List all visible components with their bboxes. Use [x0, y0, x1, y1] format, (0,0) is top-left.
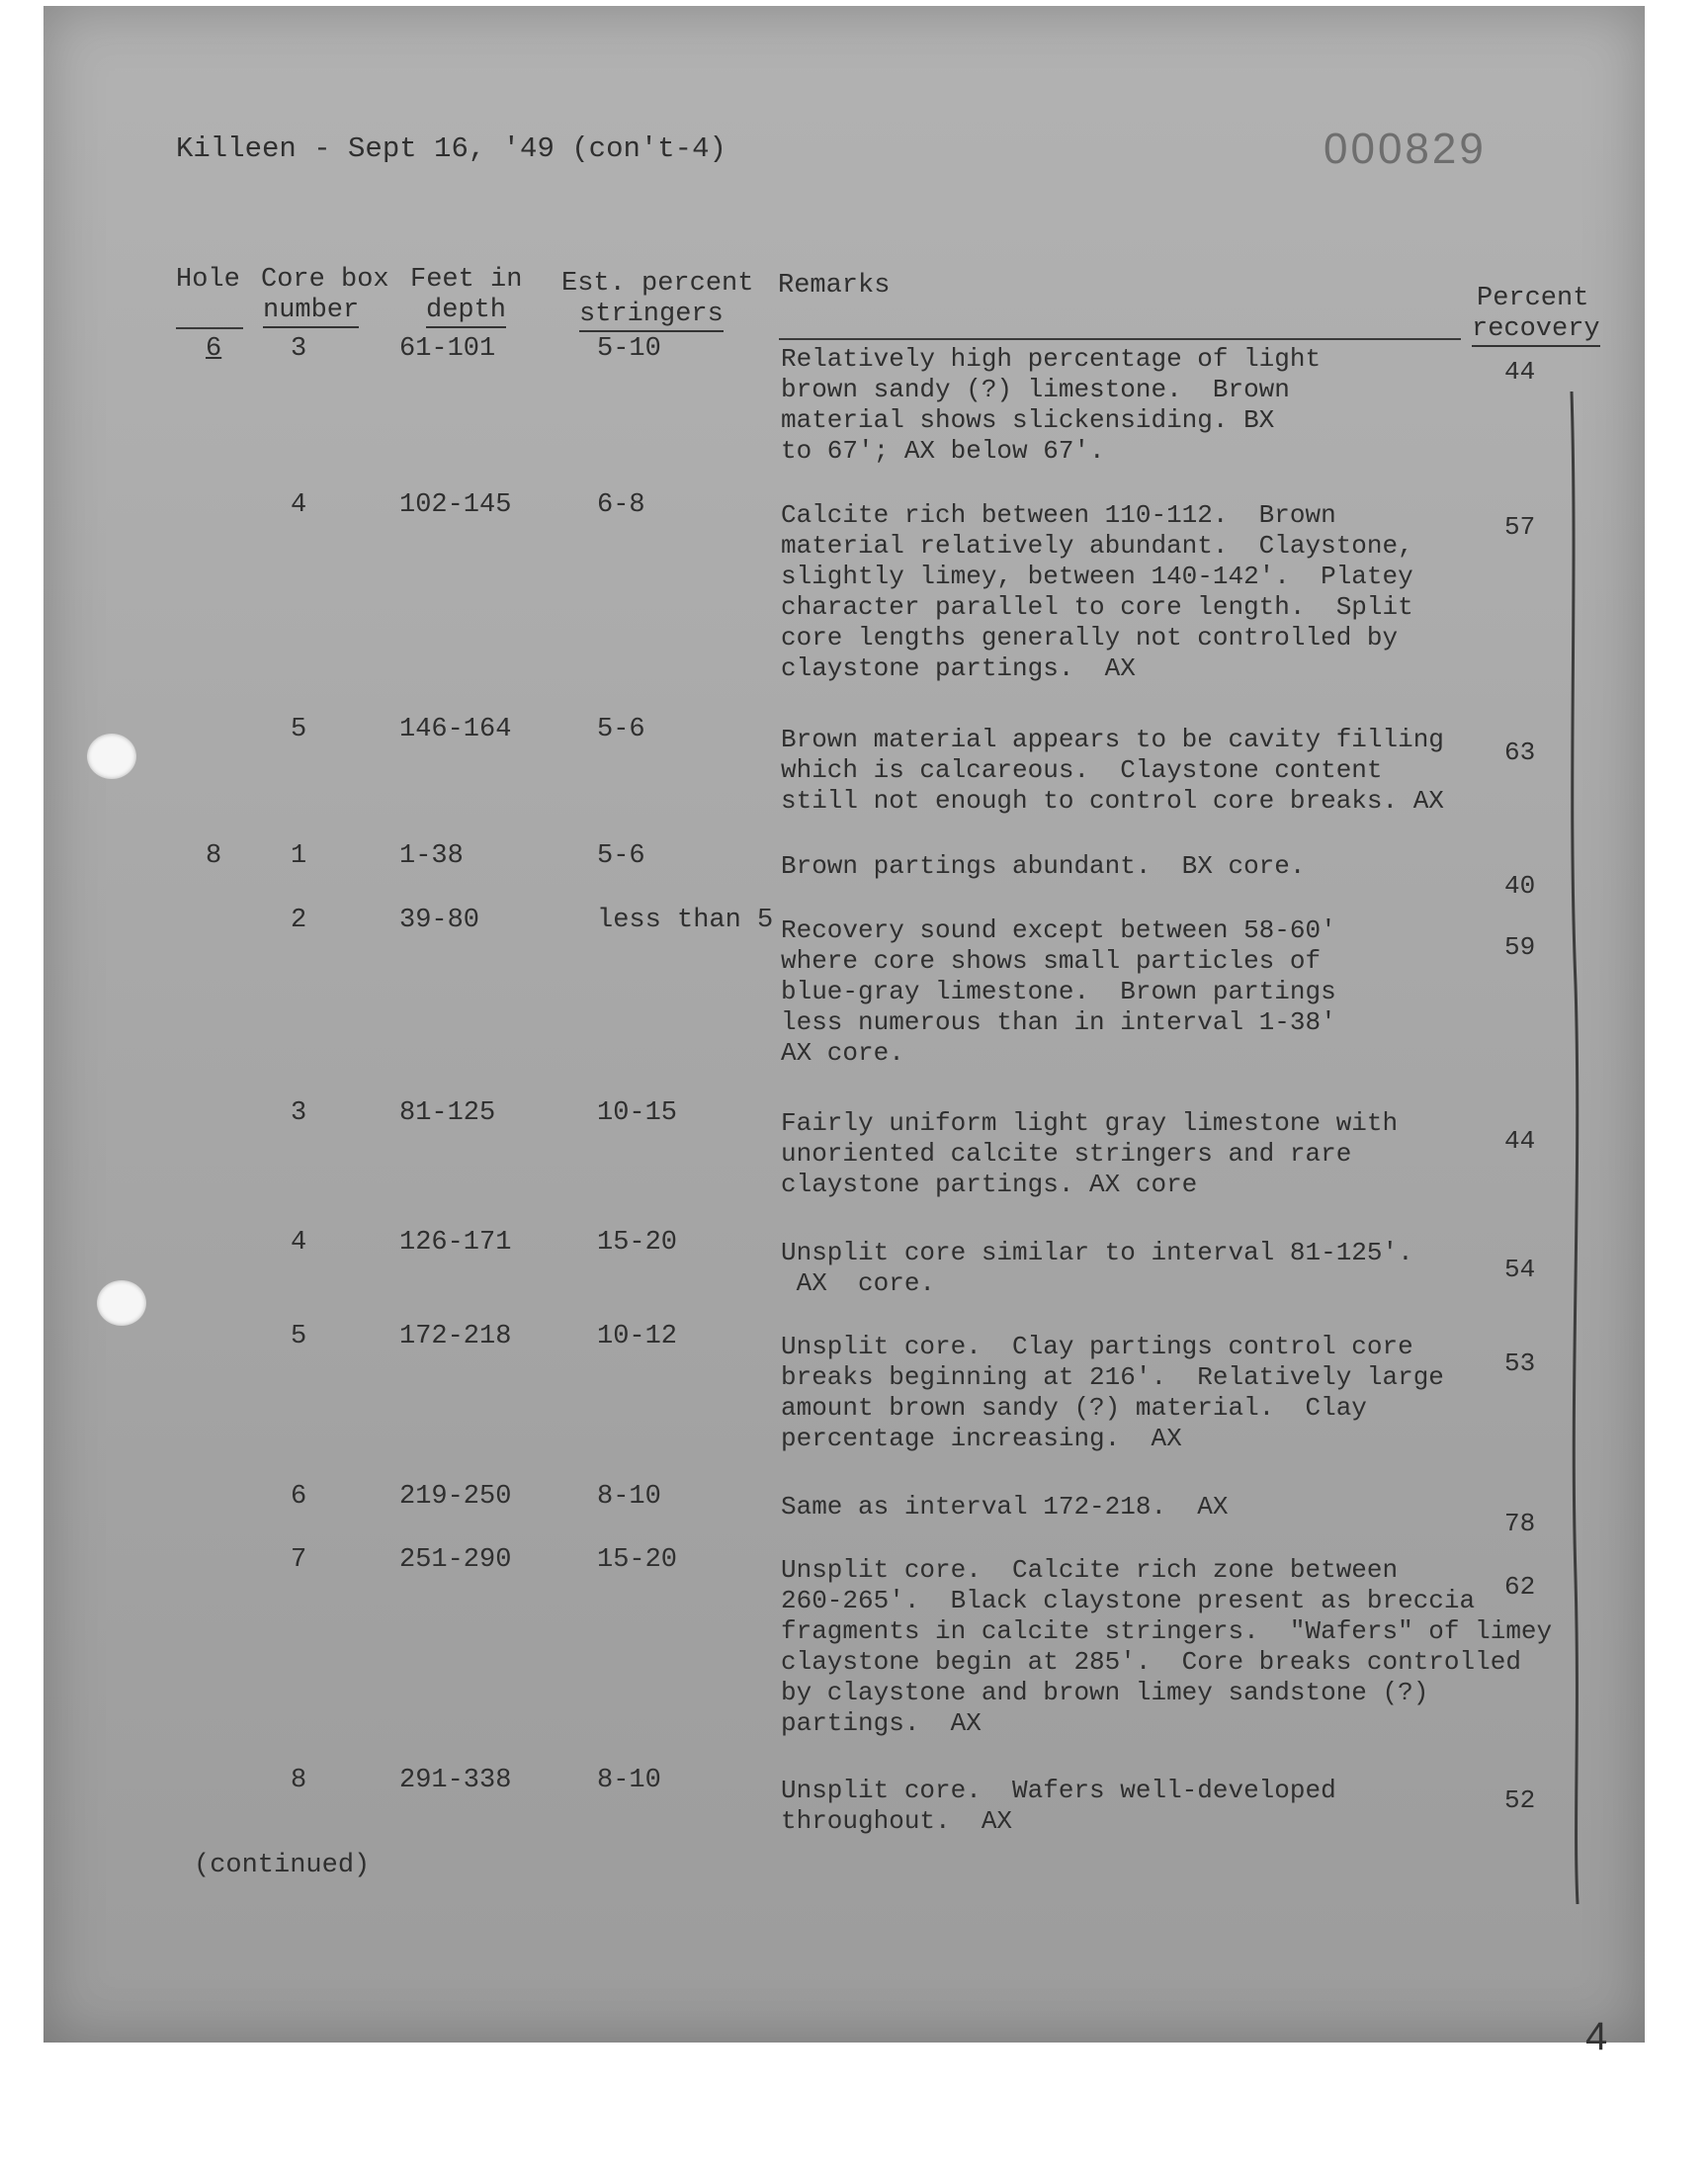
remark-line: Calcite rich between 110-112. Brown [781, 500, 1336, 530]
cell-stringers: 5-6 [597, 715, 645, 744]
cell-depth: 39-80 [399, 906, 480, 935]
cell-percent-recovery: 40 [1504, 871, 1536, 901]
cell-depth: 102-145 [399, 490, 512, 520]
cell-core-box: 3 [291, 1098, 307, 1128]
remark-line: which is calcareous. Claystone content [781, 755, 1383, 785]
remark-line: partings. AX [781, 1708, 982, 1738]
header-rule [779, 338, 1461, 340]
remark-line: Fairly uniform light gray limestone with [781, 1108, 1399, 1138]
remark-line: material relatively abundant. Claystone, [781, 531, 1413, 561]
header-rule [176, 327, 243, 329]
remark-line: fragments in calcite stringers. "Wafers" of limey [781, 1616, 1553, 1646]
remark-line: breaks beginning at 216'. Relatively large [781, 1362, 1444, 1392]
cell-percent-recovery: 59 [1504, 932, 1536, 962]
cell-core-box: 2 [291, 906, 307, 935]
remark-line: Relatively high percentage of light [781, 344, 1322, 374]
remark-line: Unsplit core. Wafers well-developed [781, 1776, 1336, 1805]
cell-depth: 291-338 [399, 1766, 512, 1795]
cell-core-box: 5 [291, 715, 307, 744]
cell-stringers: 6-8 [597, 490, 645, 520]
remark-line: character parallel to core length. Split [781, 592, 1413, 622]
hole-punch [87, 734, 136, 779]
cell-core-box: 5 [291, 1322, 307, 1351]
cell-core-box: 4 [291, 1228, 307, 1258]
cell-core-box: 8 [291, 1766, 307, 1795]
cell-depth: 126-171 [399, 1228, 512, 1258]
cell-percent-recovery: 44 [1504, 1126, 1536, 1156]
cell-depth: 172-218 [399, 1322, 512, 1351]
remark-line: claystone partings. AX [781, 653, 1136, 683]
cell-core-box: 7 [291, 1545, 307, 1575]
hole-punch [97, 1280, 146, 1326]
cell-percent-recovery: 53 [1504, 1348, 1536, 1378]
cell-percent-recovery: 52 [1504, 1785, 1536, 1815]
col-header-core-box-sub: number [263, 296, 359, 328]
cell-stringers: 15-20 [597, 1228, 678, 1258]
remark-line: Brown material appears to be cavity filling [781, 725, 1444, 754]
remark-line: Recovery sound except between 58-60' [781, 915, 1336, 945]
remark-line: throughout. AX [781, 1806, 1013, 1836]
remark-line: Unsplit core. Calcite rich zone between [781, 1555, 1399, 1585]
cell-core-box: 3 [291, 334, 307, 364]
cell-depth: 81-125 [399, 1098, 496, 1128]
cell-stringers: 5-10 [597, 334, 661, 364]
cell-core-box: 4 [291, 490, 307, 520]
cell-hole: 6 [206, 334, 222, 364]
cell-depth: 146-164 [399, 715, 512, 744]
remark-line: percentage increasing. AX [781, 1424, 1182, 1453]
corner-mark: 4 [1585, 2015, 1608, 2058]
cell-core-box: 1 [291, 841, 307, 871]
remark-line: amount brown sandy (?) material. Clay [781, 1393, 1367, 1423]
cell-stringers: 5-6 [597, 841, 645, 871]
cell-percent-recovery: 54 [1504, 1255, 1536, 1284]
col-header-recovery-sub: recovery [1472, 314, 1600, 347]
remark-line: still not enough to control core breaks. AX [781, 786, 1444, 816]
cell-stringers: 10-12 [597, 1322, 678, 1351]
page-title: Killeen - Sept 16, '49 (con't-4) [176, 132, 726, 165]
remark-line: claystone partings. AX core [781, 1170, 1198, 1199]
document-number: 000829 [1324, 125, 1487, 173]
cell-stringers: 15-20 [597, 1545, 678, 1575]
cell-percent-recovery: 57 [1504, 512, 1536, 542]
remark-line: Same as interval 172-218. AX [781, 1492, 1229, 1522]
col-header-feet: Feet in [410, 265, 523, 295]
cell-depth: 219-250 [399, 1482, 512, 1512]
remark-line: to 67'; AX below 67'. [781, 436, 1105, 466]
cell-percent-recovery: 78 [1504, 1509, 1536, 1538]
col-header-remarks: Remarks [778, 271, 891, 301]
cell-stringers: 8-10 [597, 1482, 661, 1512]
remark-line: brown sandy (?) limestone. Brown [781, 375, 1290, 404]
scanned-page [43, 6, 1645, 2058]
remark-line: where core shows small particles of [781, 946, 1322, 976]
cell-stringers: less than 5 [597, 906, 774, 935]
remark-line: 260-265'. Black claystone present as breccia [781, 1586, 1476, 1615]
cell-stringers: 10-15 [597, 1098, 678, 1128]
remark-line: slightly limey, between 140-142'. Platey [781, 562, 1413, 591]
remark-line: Unsplit core. Clay partings control core [781, 1332, 1413, 1361]
remark-line: Brown partings abundant. BX core. [781, 851, 1306, 881]
cell-depth: 1-38 [399, 841, 464, 871]
remark-line: unoriented calcite stringers and rare [781, 1139, 1352, 1169]
remark-line: Unsplit core similar to interval 81-125'. [781, 1238, 1413, 1267]
remark-line: material shows slickensiding. BX [781, 405, 1275, 435]
col-header-core-box: Core box [261, 265, 389, 295]
col-header-est-percent-sub: stringers [579, 300, 724, 332]
cell-core-box: 6 [291, 1482, 307, 1512]
remark-line: core lengths generally not controlled by [781, 623, 1399, 652]
col-header-feet-sub: depth [426, 296, 506, 328]
cell-depth: 61-101 [399, 334, 496, 364]
remark-line: less numerous than in interval 1-38' [781, 1007, 1336, 1037]
cell-depth: 251-290 [399, 1545, 512, 1575]
col-header-hole: Hole [176, 265, 240, 295]
cell-stringers: 8-10 [597, 1766, 661, 1795]
remark-line: claystone begin at 285'. Core breaks controlled [781, 1647, 1521, 1677]
remark-line: AX core. [781, 1038, 904, 1068]
vertical-bracket-mark [1566, 392, 1585, 1904]
col-header-est-percent: Est. percent [561, 269, 754, 299]
cell-percent-recovery: 63 [1504, 738, 1536, 767]
cell-percent-recovery: 44 [1504, 357, 1536, 387]
cell-percent-recovery: 62 [1504, 1572, 1536, 1602]
remark-line: AX core. [781, 1268, 936, 1298]
cell-hole: 8 [206, 841, 222, 871]
col-header-recovery: Percent [1477, 284, 1589, 313]
remark-line: blue-gray limestone. Brown partings [781, 977, 1336, 1006]
remark-line: by claystone and brown limey sandstone (?) [781, 1678, 1429, 1707]
continued-note: (continued) [194, 1851, 371, 1880]
